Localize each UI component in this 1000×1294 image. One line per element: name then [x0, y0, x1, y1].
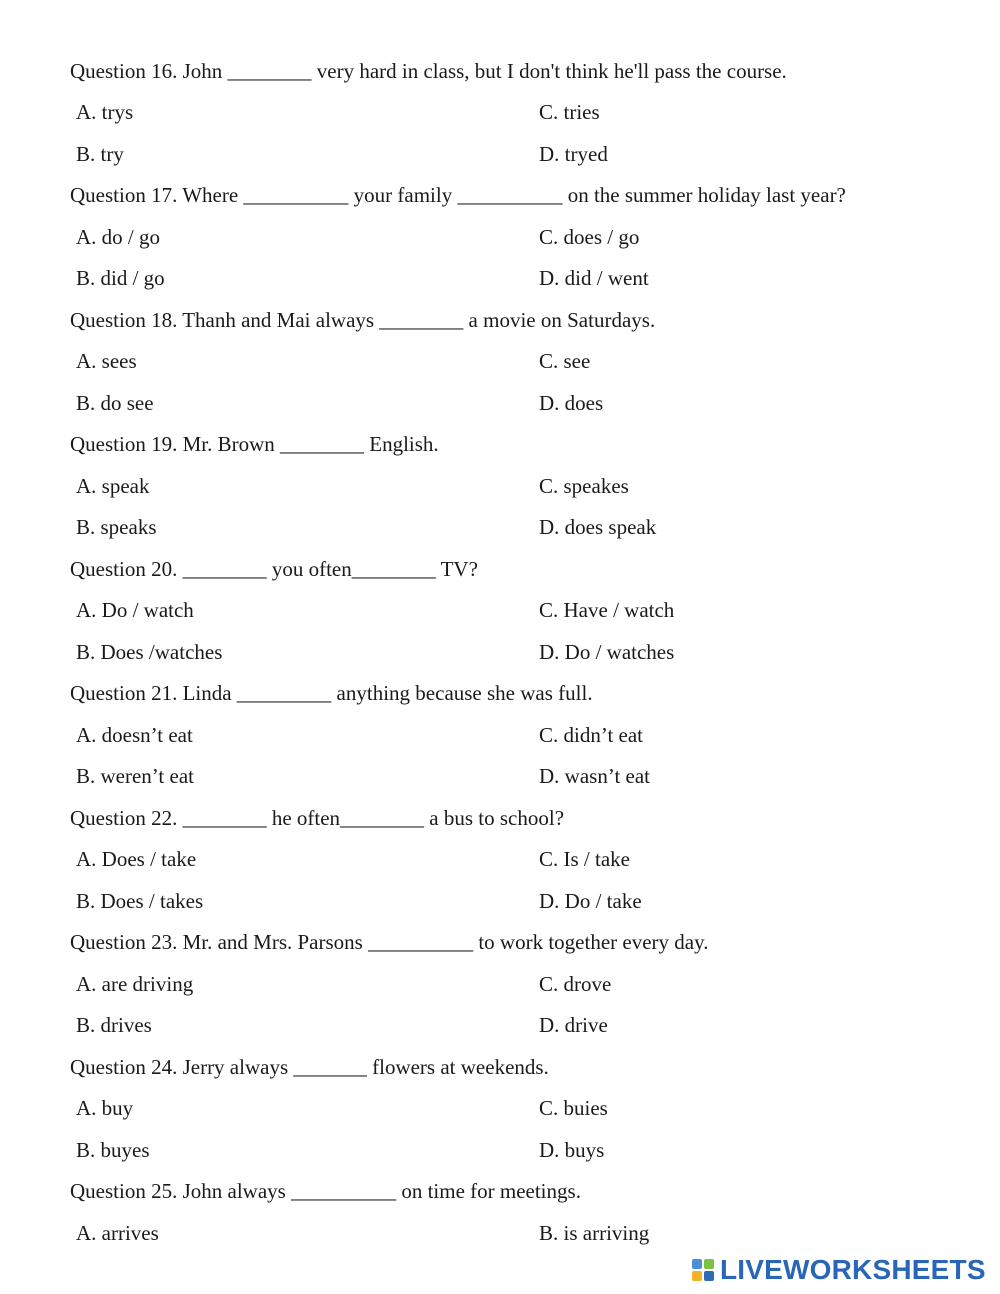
question-25-option-b[interactable]: B. is arriving	[539, 1221, 650, 1245]
logo-text: LIVEWORKSHEETS	[720, 1254, 986, 1285]
question-24-option-c[interactable]: C. buies	[539, 1096, 608, 1120]
question-18-option-b[interactable]: B. do see	[76, 391, 154, 415]
question-18-option-d[interactable]: D. does	[539, 391, 604, 415]
question-17-option-b[interactable]: B. did / go	[76, 266, 165, 290]
question-20-option-d[interactable]: D. Do / watches	[539, 640, 675, 664]
question-23-option-c[interactable]: C. drove	[539, 972, 612, 996]
question-16-option-c[interactable]: C. tries	[539, 100, 600, 124]
question-23-option-d[interactable]: D. drive	[539, 1013, 608, 1037]
question-24-option-a[interactable]: A. buy	[76, 1096, 134, 1120]
question-21-option-a[interactable]: A. doesn’t eat	[76, 723, 193, 747]
question-19-stem: Question 19. Mr. Brown ________ English.	[70, 432, 439, 456]
question-21-option-d[interactable]: D. wasn’t eat	[539, 764, 650, 788]
question-21-stem: Question 21. Linda _________ anything because she was full.	[70, 681, 593, 705]
question-17-option-d[interactable]: D. did / went	[539, 266, 649, 290]
question-17-stem: Question 17. Where __________ your family __________ on the summer holiday last year?	[70, 183, 846, 207]
liveworksheets-logo-icon	[692, 1259, 714, 1281]
question-24-option-b[interactable]: B. buyes	[76, 1138, 150, 1162]
question-19-option-c[interactable]: C. speakes	[539, 474, 629, 498]
question-24-stem: Question 24. Jerry always _______ flowers at weekends.	[70, 1055, 549, 1079]
question-20-option-c[interactable]: C. Have / watch	[539, 598, 675, 622]
question-18-stem: Question 18. Thanh and Mai always ________ a movie on Saturdays.	[70, 308, 656, 332]
question-22-option-d[interactable]: D. Do / take	[539, 889, 642, 913]
question-16-option-a[interactable]: A. trys	[76, 100, 134, 124]
question-22-stem: Question 22. ________ he often________ a bus to school?	[70, 806, 565, 830]
question-17-option-c[interactable]: C. does / go	[539, 225, 640, 249]
question-17-option-a[interactable]: A. do / go	[76, 225, 160, 249]
question-16-option-b[interactable]: B. try	[76, 142, 124, 166]
question-24-option-d[interactable]: D. buys	[539, 1138, 605, 1162]
question-25-stem: Question 25. John always __________ on time for meetings.	[70, 1179, 581, 1203]
question-20-stem: Question 20. ________ you often________ TV?	[70, 557, 478, 581]
question-19-option-a[interactable]: A. speak	[76, 474, 150, 498]
question-23-stem: Question 23. Mr. and Mrs. Parsons __________ to work together every day.	[70, 930, 709, 954]
question-18-option-c[interactable]: C. see	[539, 349, 591, 373]
question-23-option-a[interactable]: A. are driving	[76, 972, 194, 996]
liveworksheets-logo[interactable]	[692, 1255, 986, 1285]
question-23-option-b[interactable]: B. drives	[76, 1013, 152, 1037]
question-22-option-a[interactable]: A. Does / take	[76, 847, 197, 871]
question-16-stem: Question 16. John ________ very hard in class, but I don't think he'll pass the course.	[70, 59, 787, 83]
question-16-option-d[interactable]: D. tryed	[539, 142, 608, 166]
question-18-option-a[interactable]: A. sees	[76, 349, 137, 373]
question-19-option-d[interactable]: D. does speak	[539, 515, 657, 539]
question-20-option-b[interactable]: B. Does /watches	[76, 640, 223, 664]
question-21-option-c[interactable]: C. didn’t eat	[539, 723, 644, 747]
question-19-option-b[interactable]: B. speaks	[76, 515, 157, 539]
question-22-option-b[interactable]: B. Does / takes	[76, 889, 204, 913]
question-21-option-b[interactable]: B. weren’t eat	[76, 764, 194, 788]
question-25-option-a[interactable]: A. arrives	[76, 1221, 159, 1245]
question-20-option-a[interactable]: A. Do / watch	[76, 598, 194, 622]
question-22-option-c[interactable]: C. Is / take	[539, 847, 630, 871]
